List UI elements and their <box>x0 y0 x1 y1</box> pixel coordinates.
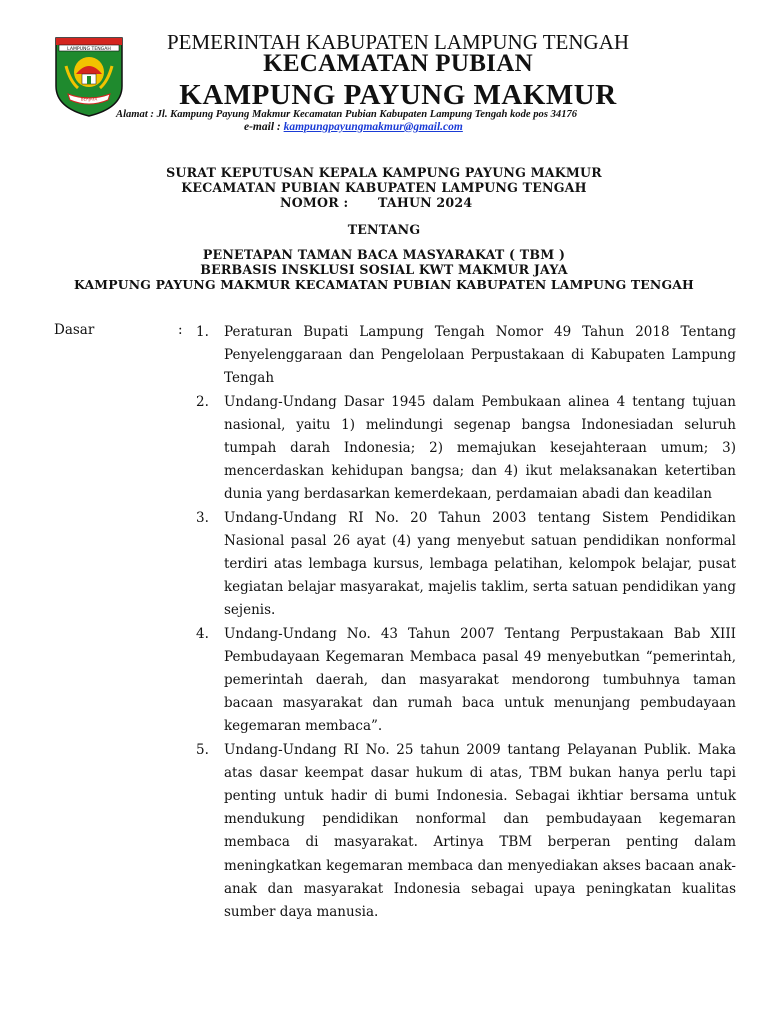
tahun-label: TAHUN 2024 <box>378 195 473 210</box>
district-name: KECAMATAN PUBIAN <box>263 50 533 77</box>
list-item <box>196 739 736 925</box>
email-link[interactable]: kampungpayungmakmur@gmail.com <box>283 121 463 133</box>
list-item-text: Undang-Undang RI No. 20 Tahun 2003 tentang Sistem Pendidikan Nasional pasal 26 ayat (4) yang menyebut satuan pendidikan nonformal terdiri atas lembaga kursus, lembaga pelatihan, kelompok belajar, pusat kegiatan belajar masyarakat, majelis taklim, serta satuan pendidikan yang sejenis. <box>224 509 736 619</box>
list-item-number: 2. <box>196 393 209 410</box>
decree-title-line1: SURAT KEPUTUSAN KEPALA KAMPUNG PAYUNG MAKMUR <box>166 165 602 180</box>
list-item-number: 3. <box>196 509 209 526</box>
list-item <box>196 507 736 623</box>
list-item-text: Undang-Undang Dasar 1945 dalam Pembukaan alinea 4 tentang tujuan nasional, yaitu 1) melindungi segenap bangsa Indonesiadan seluruh tumpah darah Indonesia; 2) memajukan kesejahteraan umum; 3) mencerdaskan kehidupan bangsa; dan 4) ikut melaksanakan ketertiban dunia yang berdasarkan kemerdekaan, perdamaian abadi dan keadilan <box>224 393 736 503</box>
regency-logo-emblem <box>54 36 124 118</box>
dasar-label: Dasar <box>54 322 95 338</box>
list-item-text: Undang-Undang RI No. 25 tahun 2009 tantang Pelayanan Publik. Maka atas dasar keempat dasar hukum di atas, TBM bukan hanya perlu tapi penting untuk hadir di bumi Indonesia. Sebagai ikhtiar bersama untuk mendukung pendidikan nonformal dan pembudayaan kegemaran membaca di masyarakat. Artinya TBM berperan penting dalam meningkatkan kegemaran membaca dan menyediakan akses bacaan anak-anak dan masyarakat Indonesia sebagai upaya peningkatan kualitas sumber daya manusia. <box>224 741 736 921</box>
decree-title-line2: KECAMATAN PUBIAN KABUPATEN LAMPUNG TENGAH <box>181 180 587 195</box>
address-line: Alamat : Jl. Kampung Payung Makmur Kecamatan Pubian Kabupaten Lampung Tengah kode pos 34176 <box>116 109 578 120</box>
dasar-colon: : <box>178 322 183 338</box>
government-name: PEMERINTAH KABUPATEN LAMPUNG TENGAH <box>166 30 630 54</box>
logo-ribbon-text: BERJAYA <box>80 96 98 102</box>
village-name: KAMPUNG PAYUNG MAKMUR <box>179 79 617 111</box>
tentang-heading: TENTANG <box>347 222 421 237</box>
email-row <box>244 121 463 133</box>
subject-line2: BERBASIS INSKLUSI SOSIAL KWT MAKMUR JAYA <box>200 262 568 277</box>
subject-line3: KAMPUNG PAYUNG MAKMUR KECAMATAN PUBIAN KABUPATEN LAMPUNG TENGAH <box>74 277 694 292</box>
list-item-number: 5. <box>196 741 209 758</box>
decree-number-line <box>280 195 472 210</box>
list-item-number: 1. <box>196 324 209 340</box>
list-item <box>196 623 736 739</box>
list-item-text: Undang-Undang No. 43 Tahun 2007 Tentang Perpustakaan Bab XIII Pembudayaan Kegemaran Membaca pasal 49 menyebutkan “pemerintah, pemerintah daerah, dan masyarakat mendorong tumbuhnya taman bacaan masyarakat dan rumah baca untuk menunjang pembudayaan kegemaran membaca”. <box>224 625 736 735</box>
email-label: e-mail : <box>244 121 284 133</box>
list-item <box>196 391 736 507</box>
list-item-number: 4. <box>196 625 209 642</box>
subject-line1: PENETAPAN TAMAN BACA MASYARAKAT ( TBM ) <box>202 247 566 262</box>
nomor-label: NOMOR : <box>280 195 349 210</box>
legal-basis-list <box>196 321 736 924</box>
list-item-text: Peraturan Bupati Lampung Tengah Nomor 49 Tahun 2018 Tentang Penyelenggaraan dan Pengelolaan Perpustakaan di Kabupaten Lampung Tengah <box>224 324 736 387</box>
list-item <box>196 321 736 391</box>
logo-banner-text: LAMPUNG TENGAH <box>67 47 111 52</box>
